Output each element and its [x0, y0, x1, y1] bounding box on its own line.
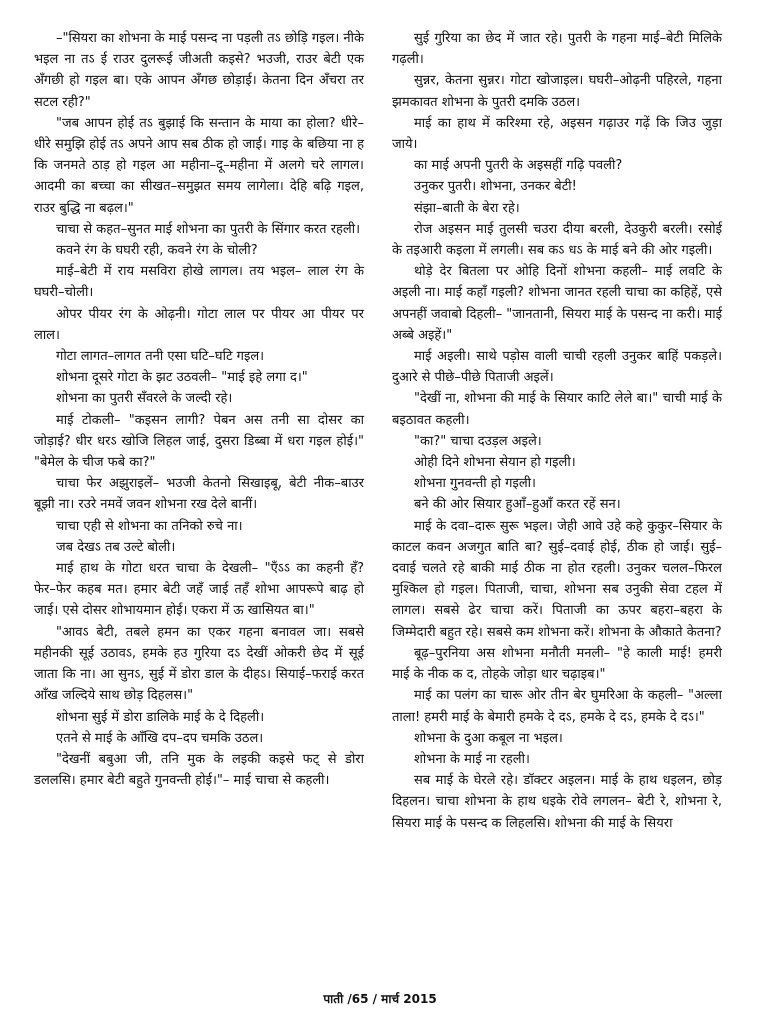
paragraph: बने की ओर सियार हुआँ–हुआँ करत रहें सन। — [414, 497, 621, 513]
paragraph: "देखनीं बबुआ जी, तनि मुक के लइकी कइसे फट् से डोरा डललसि। हमार बेटी बहुते गुनवन्ती होई।"– माई चाचा से कहली। — [34, 751, 364, 789]
paragraph: "देखीं ना, शोभना की माई के सियार काटि लेले बा।" चाची माई के बइठावत कहली। — [392, 391, 722, 428]
paragraph: रोज अइसन माई तुलसी चउरा दीया बरली, देउकुरी बरली। रसोई के तइआरी कइला में लगली। सब कऽ धऽ के माई बने की ओर गइली। — [392, 221, 722, 259]
paragraph: ओपर पीयर रंग के ओढ़नी। गोटा लाल पर पीयर आ पीयर पर लाल। — [34, 306, 364, 343]
paragraph: का माई अपनी पुतरी के अइसहीं गढ़ि पवली? — [414, 158, 623, 174]
right-column — [392, 28, 722, 834]
paragraph: जब देखऽ तब उल्टे बोली। — [56, 539, 176, 555]
paragraph: थोड़े देर बितला पर ओहि दिनों शोभना कहली– माई लवटि के अइली ना। माई कहाँ गइली? शोभना जानत रहली चाचा का कहिहें, एसे अपनहीं जवाबो दिहली– "जानतानी, सियरा माई के पसन्द ना करी। माई अब्बे अइहें।" — [392, 264, 722, 343]
paragraph: एतने से माई के आँखि दप–दप चमकि उठल। — [56, 730, 264, 746]
paragraph: उनुकर पुतरी। शोभना, उनकर बेटी! — [414, 179, 577, 195]
paragraph: माई अइली। साथे पड़ोस वाली चाची रहली उनुकर बाहिं पकड़ले। दुआरे से पीछे–पीछे पिताजी अइलें। — [392, 349, 722, 386]
paragraph: माई–बेटी में राय मसविरा होखे लागल। तय भइल– लाल रंग के घघरी–चोली। — [34, 264, 364, 301]
paragraph: संझा–बाती के बेरा रहे। — [414, 200, 520, 216]
paragraph: –"सियरा का शोभना के माई पसन्द ना पड़ली तऽ छोड़ि गइल। नीके भइल ना तऽ ई राउर दुलरूई जीअती कइसे? भउजी, राउर बेटी एक अँगछी हो गइल बा। एके आपन अँगछ छोड़ाई। केतना दिन अँचरा तर सटल रही?" — [34, 31, 364, 110]
paragraph: शोभना सुई में डोरा डालिके माई के दे दिहली। — [56, 709, 265, 725]
paragraph: चाचा से कहत–सुनत माई शोभना का पुतरी के सिंगार करत रहली। — [56, 221, 361, 237]
paragraph: चाचा फेर अझुराइलें– भउजी केतनो सिखाइबू, बेटी नीक–बाउर बूझी ना। रउरे नमवें जवन शोभना रख देले बानीं। — [34, 476, 364, 513]
paragraph: "जब आपन होई तऽ बुझाई कि सन्तान के माया का होला? धीरे–धीरे समुझि होई तऽ अपने आप सब ठीक हो जाई। गाइ के बछिया ना ह कि जनमते ठाड़ हो गइल आ महीना–दू–महीना में अलगे चरे लागल। आदमी का बच्चा का सीखत–समुझत समय लागेला। देहि बढ़ि गइल, राउर बुद्धि ना बढ़ल।" — [34, 115, 364, 216]
paragraph: सुई गुरिया का छेद में जात रहे। पुतरी के गहना माई–बेटी मिलिके गढ़ली। — [392, 31, 722, 68]
paragraph: चाचा एही से शोभना का तनिको रुचे ना। — [56, 518, 243, 534]
paragraph: माई के दवा–दारू सुरू भइल। जेही आवे उहे कहे कुकुर–सियार के काटल कवन अजगुत बाति बा? सुई–दवाई होई, ठीक हो जाई। सुई–दवाई चलते रहे बाकी माई ठीक ना होत रहली। उनुकर चलल–फिरल मुश्किल हो गइल। पिताजी, चाचा, शोभना सब उनुकी सेवा टहल में लागल। सबसे ढेर चाचा करें। पिताजी का ऊपर बहरा–बहरा के जिम्मेदारी बहुत रहे। सबसे कम शोभना करें। शोभना के औकाते केतना? — [392, 518, 722, 640]
paragraph: माई का हाथ में करिश्मा रहे, अइसन गढ़ाउर गढ़ें कि जिउ जुड़ा जाये। — [392, 115, 722, 153]
paragraph: शोभना गुनवन्ती हो गइली। — [414, 476, 536, 492]
paragraph: शोभना का पुतरी सँवरले के जल्दी रहे। — [56, 391, 233, 407]
paragraph: शोभना के माई ना रहली। — [414, 751, 530, 767]
paragraph: कवने रंग के घघरी रही, कवने रंग के चोली? — [56, 243, 258, 259]
page-footer: पाती /65 / मार्च 2015 — [323, 992, 437, 1006]
paragraph: सुन्नर, केतना सुन्नर। गोटा खोजाइल। घघरी–ओढ़नी पहिरले, गहना झमकावत शोभना के पुतरी दमकि उठल। — [392, 73, 722, 110]
paragraph: "का?" चाचा दउड़ल अइले। — [414, 433, 542, 449]
paragraph: शोभना दूसरे गोटा के झट उठवली– "माई इहे लगा द।" — [56, 370, 308, 386]
paragraph: माई का पलंग का चारू ओर तीन बेर घुमरिआ के कहली– "अल्ला ताला! हमरी माई के बेमारी हमके दे दऽ, हमके दे दऽ, हमके दे दऽ।" — [392, 688, 722, 725]
paragraph: सब माई के घेरले रहे। डॉक्टर अइलन। माई के हाथ धइलन, छोड़ दिहलन। चाचा शोभना के हाथ धइके रोवे लगलन– बेटी रे, शोभना रे, सियरा माई के पसन्द क लिहलसि। शोभना की माई के सियरा — [392, 773, 722, 831]
paragraph: "आवऽ बेटी, तबले हमन का एकर गहना बनावल जा। सबसे महीनकी सूई उठावऽ, हमके हउ गुरिया दऽ देखीं ओकरी छेद में सूई जाता कि ना। आ सुनऽ, सुई में डोरा डाल के दीहऽ। सियाई–फराई करत आँख जल्दिये साथ छोड़ दिहलस।" — [34, 624, 364, 704]
paragraph: शोभना के दुआ कबूल ना भइल। — [414, 730, 563, 746]
paragraph: गोटा लागत–लागत तनी एसा घटि–घटि गइल। — [56, 349, 265, 365]
left-column — [34, 28, 364, 791]
paragraph: माई टोकली– "कइसन लागी? पेबन अस तनी सा दोसर का जोड़ाई? धीर धरऽ खोजि लिहल जाई, दुसरा डिब्बा में धरा गइल होई।" "बेमेल के चीज फबे का?" — [34, 412, 364, 471]
paragraph: बूढ़–पुरनिया अस शोभना मनौती मनली– "हे काली माई! हमरी माई के नीक क द, तोहके जोड़ा धार चढ़ाइब।" — [392, 645, 722, 683]
paragraph: माई हाथ के गोटा धरत चाचा के देखली– "ऍंऽऽ का कहनी हँ? फेर–फेर कहब मत। हमार बेटी जहँ जाई तहँ शोभा आपरूपे बाढ़ हो जाई। एसे दोसर शोभायमान होई। एकरा में ऊ खासियत बा।" — [34, 561, 364, 619]
paragraph: ओही दिने शोभना सेयान हो गइली। — [414, 455, 576, 471]
